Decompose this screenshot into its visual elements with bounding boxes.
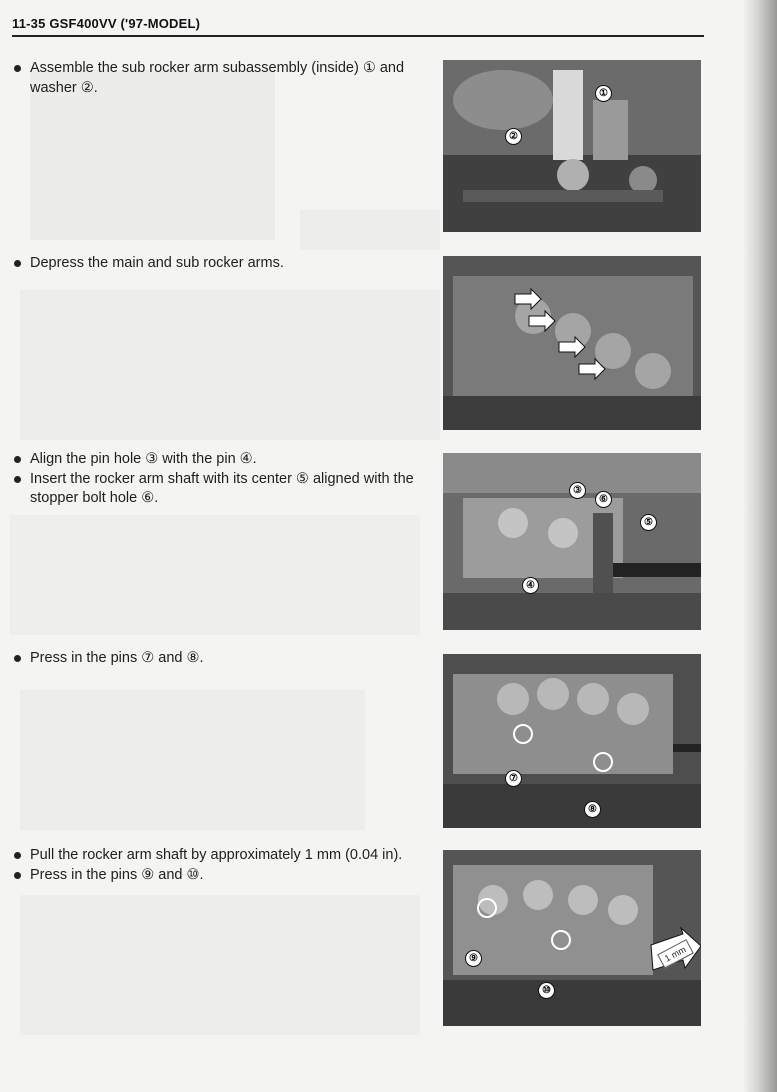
step-line xyxy=(12,254,432,274)
step-text: Insert the rocker arm shaft with its center ⑤ aligned with the stopper bolt hole ⑥. xyxy=(30,470,414,506)
header-rule xyxy=(12,35,704,37)
callout-1-icon: ① xyxy=(595,85,612,102)
step-2 xyxy=(12,254,432,274)
bullet-icon xyxy=(14,260,21,267)
bleed-through-shadow xyxy=(20,290,440,440)
step-line xyxy=(12,846,432,866)
page-header: 11-35 GSF400VV ('97-MODEL) xyxy=(12,16,201,31)
callout-6-icon: ⑥ xyxy=(595,491,612,508)
photo-step-4 xyxy=(443,654,701,828)
callout-8-icon: ⑧ xyxy=(584,801,601,818)
step-text: Press in the pins ⑦ and ⑧. xyxy=(30,650,204,666)
callout-7-icon: ⑦ xyxy=(505,770,522,787)
bleed-through-shadow xyxy=(20,895,420,1035)
step-text: Depress the main and sub rocker arms. xyxy=(30,255,284,271)
bullet-icon xyxy=(14,655,21,662)
step-3 xyxy=(12,450,432,509)
step-line xyxy=(12,450,432,470)
step-text: Assemble the sub rocker arm subassembly (inside) ① and washer ②. xyxy=(30,60,405,96)
step-5 xyxy=(12,846,432,885)
callout-2-icon: ② xyxy=(505,128,522,145)
step-4 xyxy=(12,649,432,669)
bullet-icon xyxy=(14,65,21,72)
photo-step-1 xyxy=(443,60,701,232)
step-line xyxy=(12,866,432,886)
step-line xyxy=(12,470,432,509)
callout-10-icon: ⑩ xyxy=(538,982,555,999)
bleed-through-shadow xyxy=(10,515,420,635)
bullet-icon xyxy=(14,476,21,483)
bullet-icon xyxy=(14,852,21,859)
callout-9-icon: ⑨ xyxy=(465,950,482,967)
photo-step-5 xyxy=(443,850,701,1026)
bleed-through-shadow xyxy=(300,210,440,250)
callout-4-icon: ④ xyxy=(522,577,539,594)
step-text: Pull the rocker arm shaft by approximately 1 mm (0.04 in). xyxy=(30,847,403,863)
step-1 xyxy=(12,59,432,98)
step-line xyxy=(12,649,432,669)
photo-step-2 xyxy=(443,256,701,430)
callout-5-icon: ⑤ xyxy=(640,514,657,531)
bullet-icon xyxy=(14,872,21,879)
one-mm-label: 1 mm xyxy=(657,939,693,968)
photo-step-3 xyxy=(443,453,701,630)
step-text: Press in the pins ⑨ and ⑩. xyxy=(30,866,204,883)
bleed-through-shadow xyxy=(20,690,365,830)
callout-3-icon: ③ xyxy=(569,482,586,499)
bullet-icon xyxy=(14,456,21,463)
step-line xyxy=(12,59,432,98)
page-edge-shadow xyxy=(743,0,777,1092)
step-text: Align the pin hole ③ with the pin ④. xyxy=(30,451,257,467)
